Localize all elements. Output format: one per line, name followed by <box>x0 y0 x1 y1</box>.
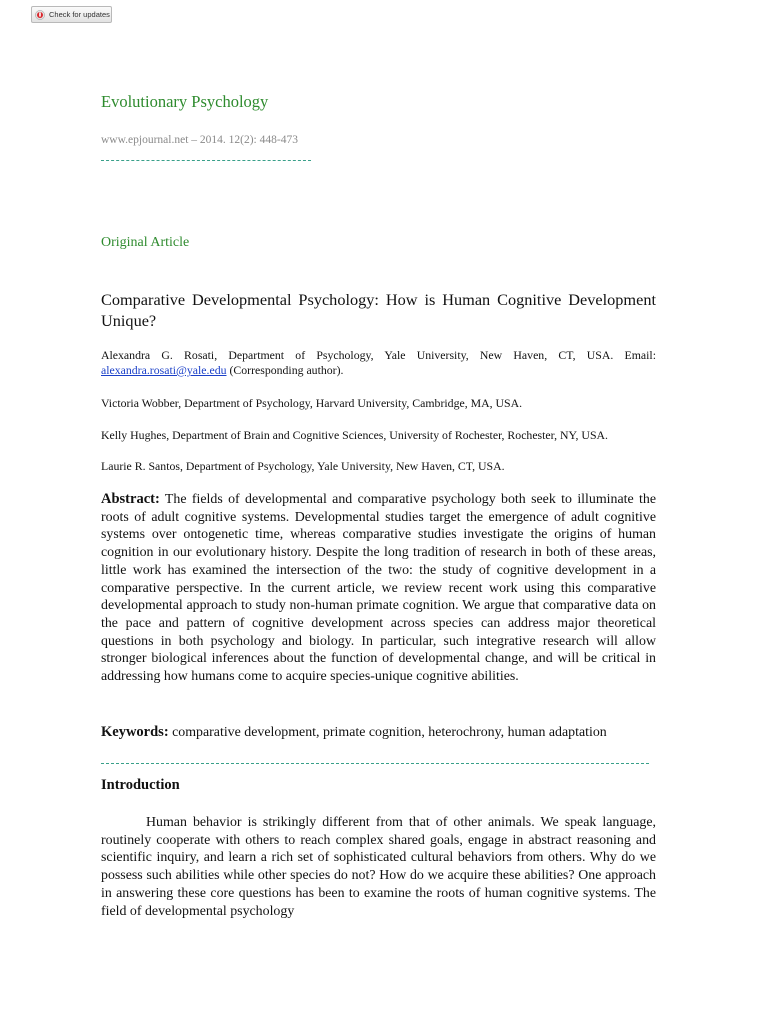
abstract-label: Abstract: <box>101 491 160 507</box>
crossmark-icon <box>35 10 45 20</box>
journal-name: Evolutionary Psychology <box>101 92 269 111</box>
article-type: Original Article <box>101 235 190 250</box>
author-wobber: Victoria Wobber, Department of Psychology, Harvard University, Cambridge, MA, USA. <box>101 396 523 410</box>
abstract <box>101 491 656 686</box>
author-santos: Laurie R. Santos, Department of Psychology, Yale University, New Haven, CT, USA. <box>101 459 505 473</box>
check-for-updates-label: Check for updates <box>49 10 110 19</box>
check-for-updates-button[interactable] <box>31 6 112 23</box>
corresponding-author-note: (Corresponding author). <box>226 363 344 377</box>
author-affiliation: Alexandra G. Rosati, Department of Psychology, Yale University, New Haven, CT, USA. Email: <box>101 348 656 362</box>
keywords <box>101 724 656 742</box>
keywords-label: Keywords: <box>101 724 169 740</box>
section-divider <box>101 763 649 764</box>
section-heading-introduction: Introduction <box>101 777 180 793</box>
introduction-paragraph: Human behavior is strikingly different from that of other animals. We speak language, routinely cooperate with others to reach complex shared goals, engage in abstract reasoning and scientific inquiry, and learn a rich set of sophisticated cultural behaviors from others. Why do we possess such abilities while other species do not? How do we acquire these abilities? One approach in answering these core questions has been to examine the roots of human cognitive systems. The field of developmental psychology <box>101 815 656 919</box>
author-rosati <box>101 348 656 378</box>
article-title: Comparative Developmental Psychology: How is Human Cognitive Development Unique? <box>101 290 656 330</box>
abstract-text: The fields of developmental and comparative psychology both seek to illuminate the roots of adult cognitive systems. Developmental studies target the emergence of adult cognitive systems over ontogenetic time, whereas comparative studies investigate the origins of human cognition in our evolutionary history. Despite the long tradition of research in both of these areas, little work has examined the intersection of the two: the study of cognitive development in a comparative perspective. In the current article, we review recent work using this comparative developmental approach to study non-human primate cognition. We argue that comparative data on the pace and pattern of cognitive development across species can address major theoretical questions in both psychology and biology. In particular, such integrative research will allow stronger biological inferences about the function of developmental change, and will be critical in addressing how humans come to acquire species-unique cognitive abilities. <box>101 492 656 685</box>
author-email-link[interactable]: alexandra.rosati@yale.edu <box>101 363 227 377</box>
author-hughes: Kelly Hughes, Department of Brain and Cognitive Sciences, University of Rochester, Rochester, NY, USA. <box>101 428 608 442</box>
header-divider <box>101 160 311 161</box>
journal-meta: www.epjournal.net – 2014. 12(2): 448-473 <box>101 134 298 146</box>
keywords-text: comparative development, primate cognition, heterochrony, human adaptation <box>168 725 607 740</box>
